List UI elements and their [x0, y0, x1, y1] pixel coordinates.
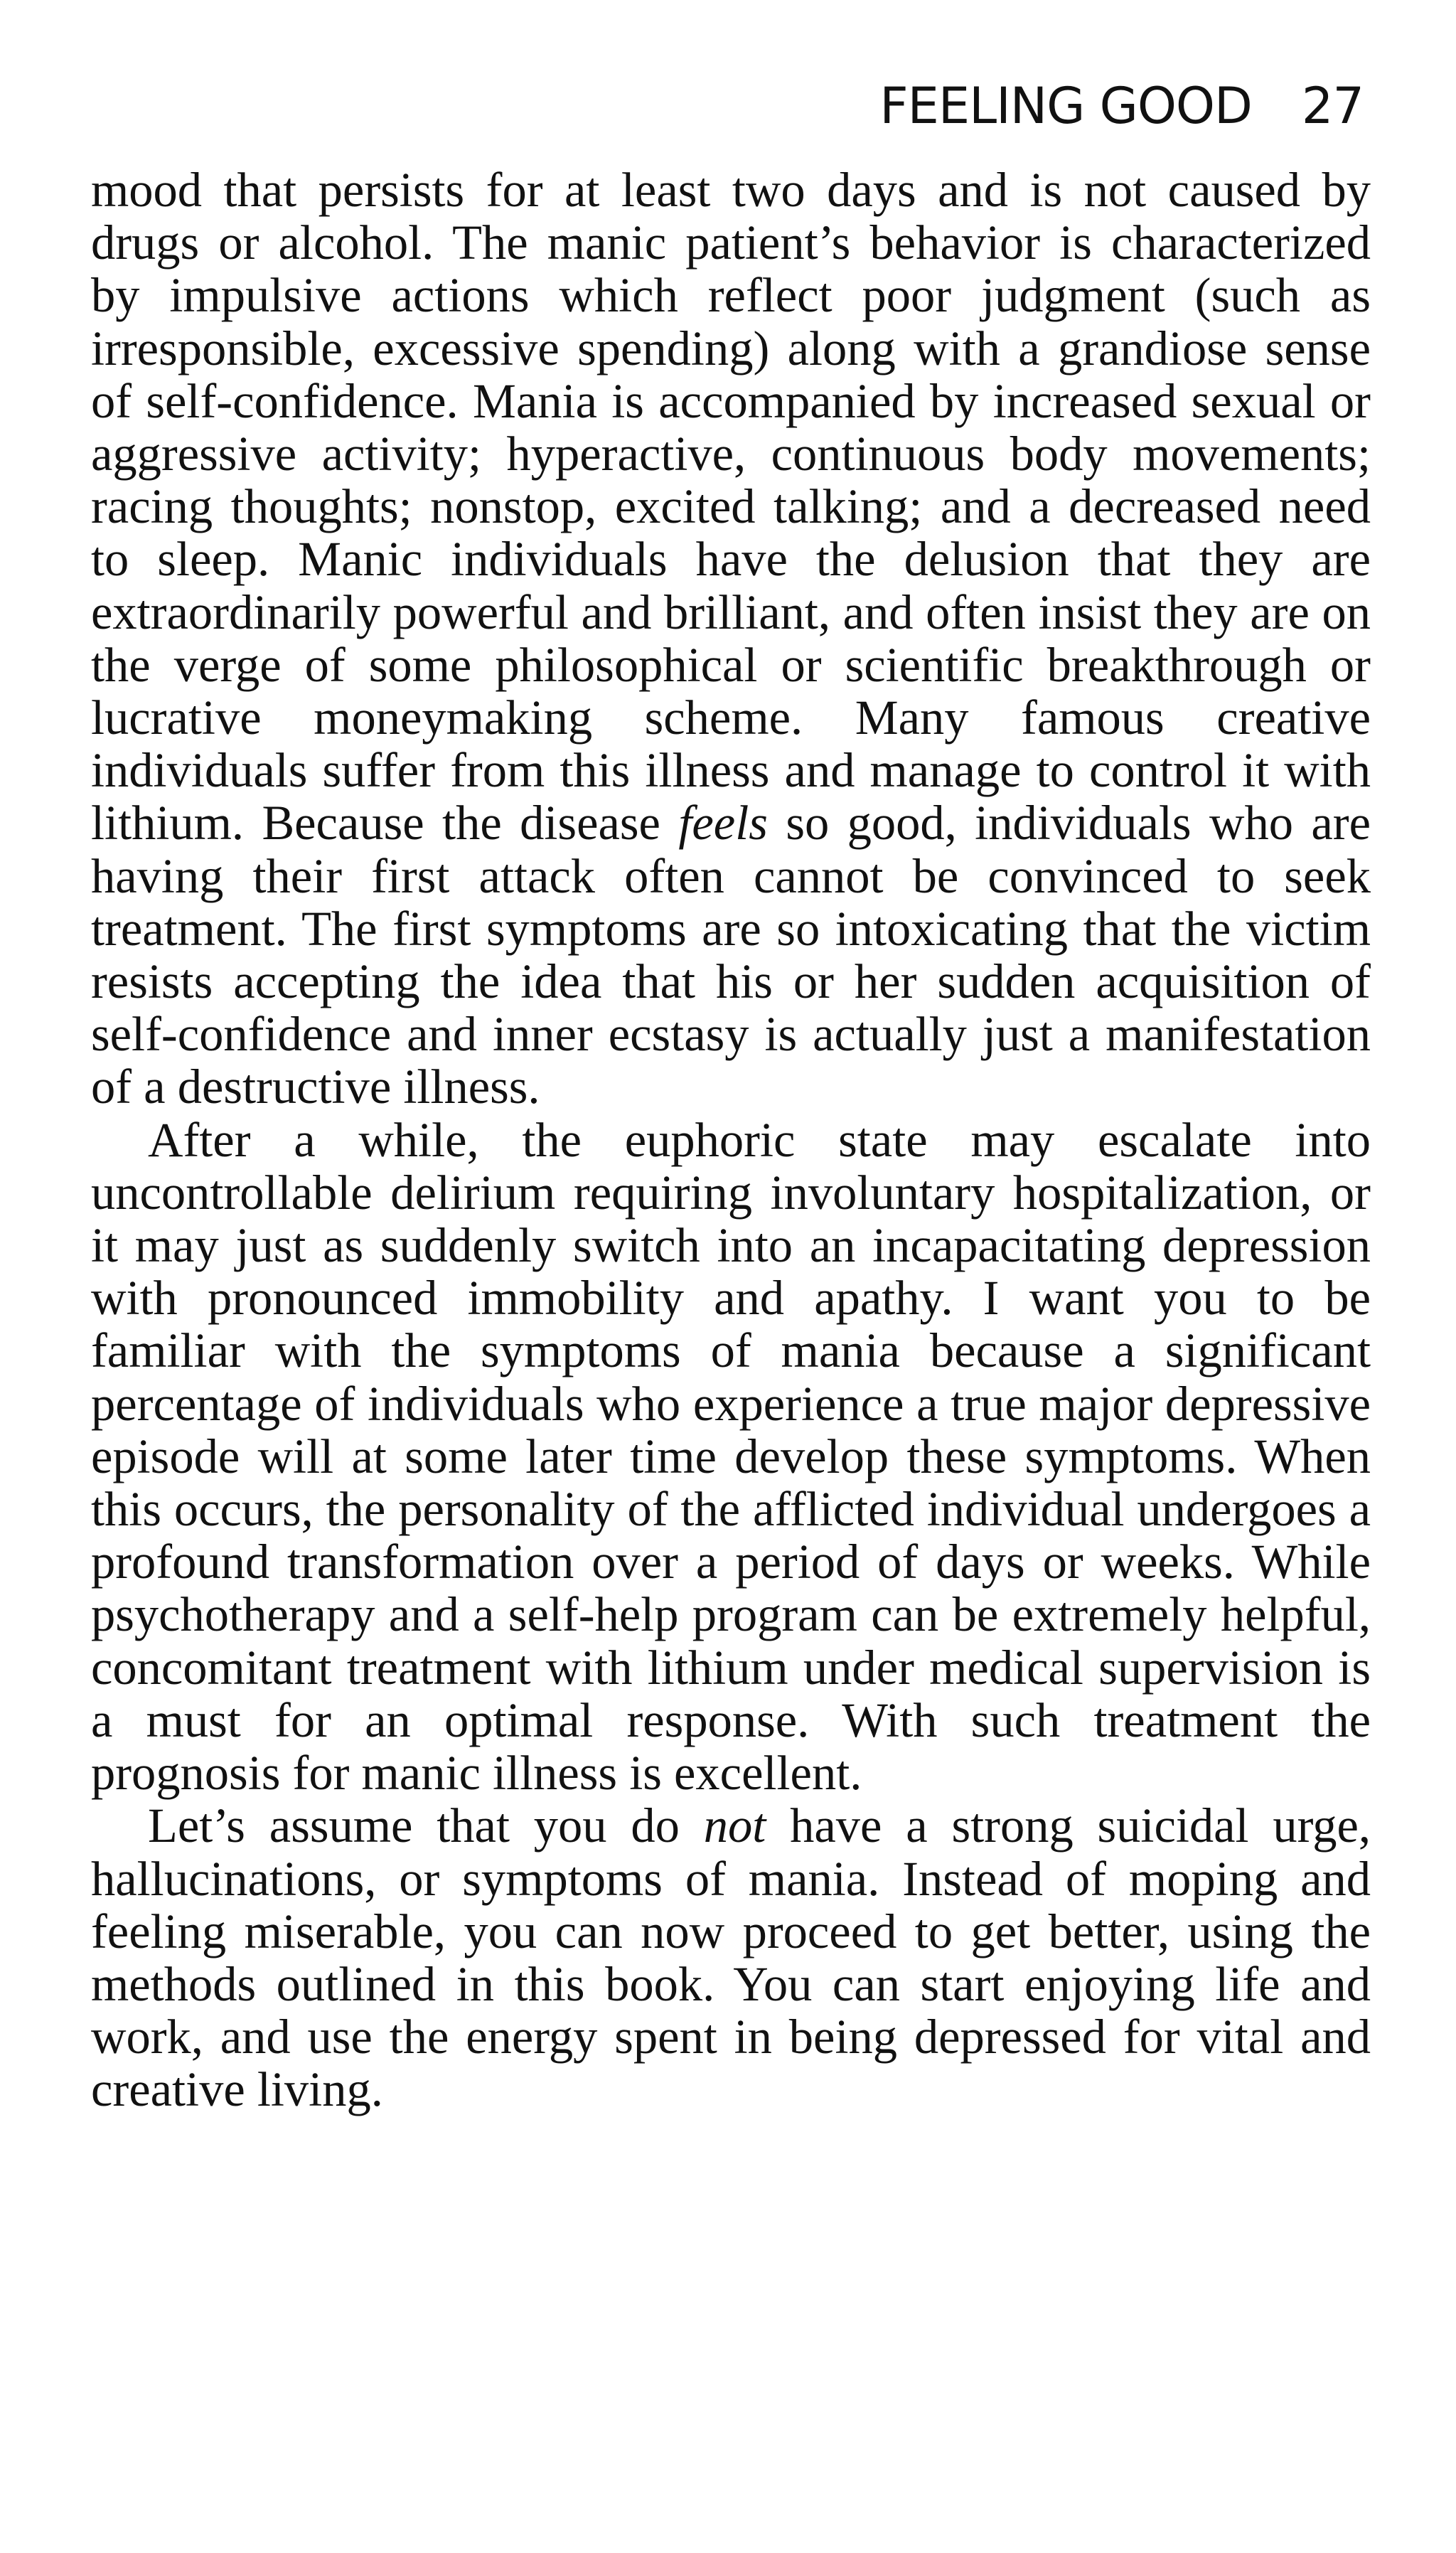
emphasized-word: not: [703, 1798, 766, 1853]
paragraph-text: After a while, the euphoric state may escalate into uncontrollable delirium requiring involuntary hospitalization, or it may just as suddenly switch into an incapacitating depression with pronounced immobility and apathy. I want you to be familiar with the symptoms of mania because a significant percentage of individuals who experience a true major depressive episode will at some later time develop these symptoms. When this occurs, the personality of the afflicted individual undergoes a profound transformation over a period of days or weeks. While psychotherapy and a self-help program can be extremely helpful, concomitant treatment with lithium under medical supervision is a must for an optimal response. With such treatment the prognosis for manic illness is excellent.: [91, 1112, 1371, 1801]
paragraph-continued: [91, 164, 1371, 1114]
running-head-title: FEELING GOOD: [879, 77, 1252, 135]
running-head: [879, 77, 1364, 135]
emphasized-word: feels: [678, 796, 768, 851]
paragraph-text: have a strong suicidal urge, hallucinations, or symptoms of mania. Instead of moping and feeling miserable, you can now proceed to get better, using the methods outlined in this book. You can start enjoying life and work, and use the energy spent in being depressed for vital and creative living.: [91, 1798, 1371, 2117]
body-text: [91, 164, 1371, 2116]
paragraph: [91, 1114, 1371, 1800]
paragraph-text: so good, individuals who are having their first attack often cannot be convinced to seek treatment. The first symptoms are so intoxicating that the victim resists accepting the idea that his or her sudden acquisition of self-confidence and inner ecstasy is actually just a manifestation of a destructive illness.: [91, 796, 1371, 1114]
page-number: 27: [1301, 77, 1364, 135]
paragraph-text: mood that persists for at least two days and is not caused by drugs or alcohol. The manic patient’s behavior is characterized by impulsive actions which reflect poor judgment (such as irresponsible, excessive spending) along with a grandiose sense of self-confidence. Mania is accompanied by increased sexual or aggressive activity; hyperactive, continuous body movements; racing thoughts; nonstop, excited talking; and a decreased need to sleep. Manic individuals have the delusion that they are extraordinarily powerful and brilliant, and often insist they are on the verge of some philosophical or scientific breakthrough or lucrative moneymaking scheme. Many famous creative individuals suffer from this illness and manage to control it with lithium. Because the disease: [91, 163, 1371, 851]
paragraph-text: Let’s assume that you do: [148, 1798, 704, 1853]
paragraph: [91, 1799, 1371, 2116]
